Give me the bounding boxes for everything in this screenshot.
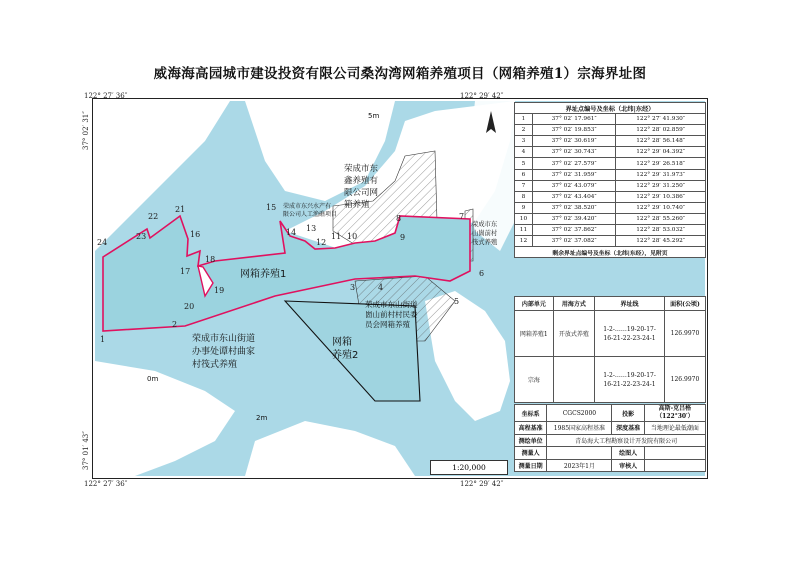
coord-left-top: 37° 02′ 31″	[82, 111, 90, 150]
cell: 37° 02′ 30.743″	[532, 147, 615, 158]
point-label: 14	[286, 228, 297, 237]
point-label: 10	[347, 232, 358, 241]
cell: 10	[515, 213, 533, 224]
label-neighbor-right: 荣成市东 山崮前村 筏式养殖	[472, 221, 498, 246]
point-label: 8	[396, 214, 402, 223]
coord-bottom-right: 122° 29′ 42″	[460, 480, 504, 488]
cell: 37° 02′ 30.619″	[532, 136, 615, 147]
point-table-header: 界址点编号及坐标（北纬|东经）	[515, 103, 706, 114]
point-label: 22	[148, 212, 159, 221]
coord-top-left: 122° 27′ 36″	[84, 92, 128, 100]
cell: 122° 28′ 56.148″	[616, 136, 706, 147]
point-label: 13	[306, 224, 317, 233]
cell: 122° 29′ 31.973″	[616, 169, 706, 180]
point-label: 23	[136, 232, 147, 241]
label-neighbor-left: 荣成市东山街道 办事处谭村曲家 村筏式养殖	[192, 334, 256, 370]
cell: 12	[515, 236, 533, 247]
cell: 宗海	[515, 357, 554, 403]
point-label: 7	[459, 212, 465, 221]
coord-left-bottom: 37° 01′ 43″	[82, 431, 90, 470]
cell: 用海方式	[553, 297, 594, 311]
cell: 37° 02′ 38.520″	[532, 202, 615, 213]
cell: 122° 28′ 55.260″	[616, 213, 706, 224]
label-neighbor-top2: 荣成市东 鑫养殖有 限公司网 箱养殖	[344, 164, 379, 210]
point-label: 15	[266, 203, 277, 212]
cell: CGCS2000	[547, 405, 612, 422]
meta-table	[514, 404, 706, 472]
unit-table	[514, 296, 706, 403]
point-label: 4	[378, 283, 384, 292]
signature-cell	[644, 459, 705, 472]
cell: 2023年1月	[547, 459, 612, 472]
cell: 37° 02′ 43.404″	[532, 191, 615, 202]
cell: 测量人	[515, 447, 547, 460]
cell: 122° 29′ 10.386″	[616, 191, 706, 202]
cell: 当地理论最低潮面	[644, 422, 705, 435]
cell: 投影	[612, 405, 644, 422]
cell: 青岛海大工程勘察设计开发院有限公司	[547, 434, 706, 447]
cell: 界址线	[595, 297, 665, 311]
depth-2m: 2m	[256, 414, 268, 422]
cell: 内部单元	[515, 297, 554, 311]
cell: 7	[515, 180, 533, 191]
point-table	[514, 102, 706, 258]
cell: 深度基准	[612, 422, 644, 435]
cell: 高斯-克吕格 （122°30′）	[644, 405, 705, 422]
cell: 1985国家高程基准	[547, 422, 612, 435]
cell: 126.9970	[664, 357, 705, 403]
cell: 面积(公顷)	[664, 297, 705, 311]
cell: 网箱养殖1	[515, 311, 554, 357]
cell: 1-2-……19-20-17- 16-21-22-23-24-1	[595, 311, 665, 357]
cell: 2	[515, 125, 533, 136]
cell: 37° 02′ 37.082″	[532, 236, 615, 247]
label-neighbor-mid: 荣成市东山街道 崮山前村村民委 员会网箱养殖	[365, 300, 418, 329]
cell: 测绘单位	[515, 434, 547, 447]
label-neighbor-top1: 荣成市东兴水产有 限公司人工渔礁项目	[283, 203, 338, 218]
point-label: 16	[190, 230, 201, 239]
label-main-area: 网箱养殖1	[240, 269, 287, 280]
point-label: 18	[205, 255, 216, 264]
cell: 37° 02′ 39.420″	[532, 213, 615, 224]
cell: 122° 29′ 04.392″	[616, 147, 706, 158]
cell: 开放式养殖	[553, 311, 594, 357]
signature-cell	[547, 447, 612, 460]
cell: 122° 28′ 53.032″	[616, 225, 706, 236]
point-label: 24	[97, 238, 108, 247]
cell: 122° 27′ 41.930″	[616, 114, 706, 125]
depth-0m: 0m	[147, 375, 159, 383]
cell: 11	[515, 225, 533, 236]
cell: 122° 29′ 10.740″	[616, 202, 706, 213]
cell: 9	[515, 202, 533, 213]
cell: 122° 28′ 45.292″	[616, 236, 706, 247]
cell: 37° 02′ 43.079″	[532, 180, 615, 191]
point-label: 20	[184, 302, 195, 311]
coord-top-right: 122° 29′ 42″	[460, 92, 504, 100]
point-label: 3	[350, 283, 356, 292]
cell: 6	[515, 169, 533, 180]
cell	[553, 357, 594, 403]
cell: 122° 28′ 02.859″	[616, 125, 706, 136]
cell: 122° 29′ 26.518″	[616, 158, 706, 169]
point-label: 2	[172, 320, 178, 329]
cell: 37° 02′ 17.961″	[532, 114, 615, 125]
label-area2: 网箱 养殖2	[332, 337, 359, 361]
cell: 坐标系	[515, 405, 547, 422]
coord-bottom-left: 122° 27′ 36″	[84, 480, 128, 488]
point-label: 21	[175, 205, 186, 214]
cell: 审核人	[612, 459, 644, 472]
cell: 126.9970	[664, 311, 705, 357]
cell: 高程基准	[515, 422, 547, 435]
cell: 8	[515, 191, 533, 202]
cell: 测量日期	[515, 459, 547, 472]
cell: 122° 29′ 31.250″	[616, 180, 706, 191]
point-label: 6	[479, 269, 485, 278]
cell: 37° 02′ 19.853″	[532, 125, 615, 136]
point-label: 12	[316, 238, 327, 247]
point-label: 5	[454, 297, 460, 306]
scale-box: 1:20,000	[430, 460, 508, 475]
point-label: 9	[400, 233, 406, 242]
cell: 4	[515, 147, 533, 158]
map-title: 威海海高园城市建设投资有限公司桑沟湾网箱养殖项目（网箱养殖1）宗海界址图	[153, 66, 647, 82]
cell: 1	[515, 114, 533, 125]
point-label: 1	[100, 335, 106, 344]
point-label: 11	[331, 232, 342, 241]
cell: 37° 02′ 27.579″	[532, 158, 615, 169]
cell: 3	[515, 136, 533, 147]
depth-5m: 5m	[368, 112, 380, 120]
cell: 5	[515, 158, 533, 169]
signature-cell	[644, 447, 705, 460]
point-table-footer: 剩余界址点编号及坐标（北纬|东经），见附页	[515, 247, 706, 258]
cell: 37° 02′ 37.862″	[532, 225, 615, 236]
point-label: 17	[180, 267, 191, 276]
point-label: 19	[214, 286, 225, 295]
cell: 1-2-……19-20-17- 16-21-22-23-24-1	[595, 357, 665, 403]
cell: 绘图人	[612, 447, 644, 460]
cell: 37° 02′ 31.959″	[532, 169, 615, 180]
